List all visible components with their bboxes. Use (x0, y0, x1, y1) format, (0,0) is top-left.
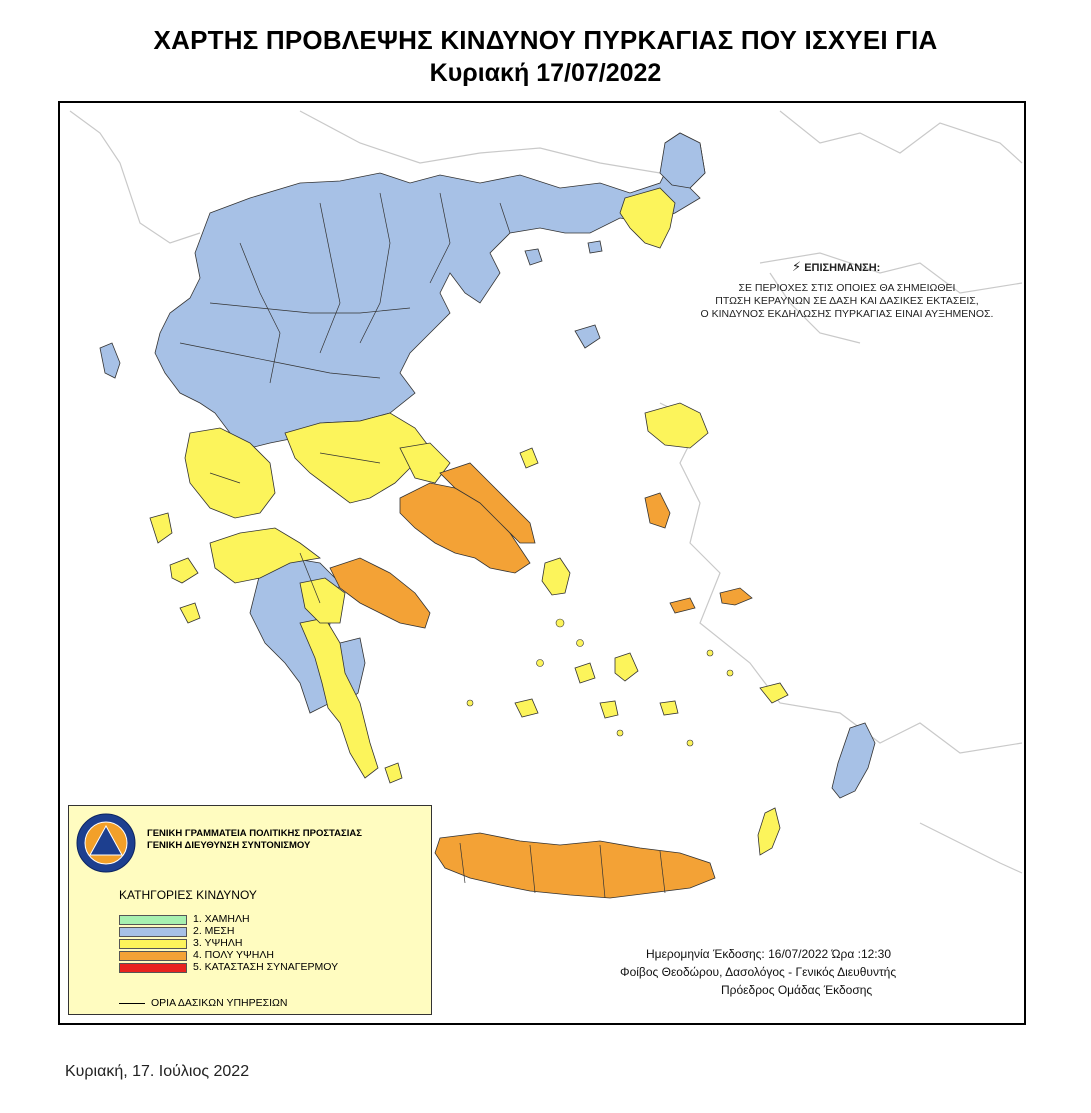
legend-label-alert: 5. ΚΑΤΑΣΤΑΣΗ ΣΥΝΑΓΕΡΜΟΥ (193, 961, 339, 973)
island-amorgos (660, 701, 678, 715)
island-thasos (525, 249, 542, 265)
legend-item-alert (119, 962, 338, 973)
notice-heading: ΕΠΙΣΗΜΑΝΣΗ: (804, 262, 881, 274)
island-lesvos (645, 403, 708, 448)
map-title: ΧΑΡΤΗΣ ΠΡΟΒΛΕΨΗΣ ΚΙΝΔΥΝΟΥ ΠΥΡΚΑΓΙΑΣ ΠΟΥ ΙΣΧΥΕΙ ΓΙΑ (153, 25, 938, 55)
notice-line-2: ΠΤΩΣΗ ΚΕΡΑΥΝΩΝ ΣΕ ΔΑΣΗ ΚΑΙ ΔΑΣΙΚΕΣ ΕΚΤΑΣΕΙΣ, (715, 295, 979, 307)
legend-label-medium: 2. ΜΕΣΗ (193, 925, 235, 937)
legend-label-high: 3. ΥΨΗΛΗ (193, 937, 243, 949)
legend-item-high (119, 938, 242, 949)
legend-label-very-high: 4. ΠΟΛΥ ΥΨΗΛΗ (193, 949, 274, 961)
civil-protection-seal-icon (75, 812, 137, 874)
legend-label-low: 1. ΧΑΜΗΛΗ (193, 913, 250, 925)
org-name-line-2: ΓΕΝΙΚΗ ΔΙΕΥΘΥΝΣΗ ΣΥΝΤΟΝΙΣΜΟΥ (147, 840, 311, 851)
island-rhodes (832, 723, 875, 798)
map-legend (68, 805, 432, 1015)
legend-swatch-alert (119, 963, 187, 973)
island-lefkada (150, 513, 172, 543)
risk-categories-title: ΚΑΤΗΓΟΡΙΕΣ ΚΙΝΔΥΝΟΥ (119, 888, 257, 902)
island-samos (720, 588, 752, 605)
region-evros-south (620, 188, 675, 248)
org-name-line-1: ΓΕΝΙΚΗ ΓΡΑΜΜΑΤΕΙΑ ΠΟΛΙΤΙΚΗΣ ΠΡΟΣΤΑΣΙΑΣ (147, 828, 362, 839)
lightning-notice (672, 260, 1022, 321)
island-santorini (600, 701, 618, 718)
region-evrou (660, 133, 705, 188)
island-karpathos (758, 808, 780, 855)
region-pelion (400, 443, 450, 483)
issuer-name: Φοίβος Θεοδώρου, Δασολόγος - Γενικός Διευθυντής (620, 965, 897, 979)
legend-item-low (119, 914, 250, 925)
legend-item-very-high (119, 950, 274, 961)
legend-swatch-high (119, 939, 187, 949)
legend-boundary-label: ΟΡΙΑ ΔΑΣΙΚΩΝ ΥΠΗΡΕΣΙΩΝ (151, 997, 288, 1009)
legend-item-medium (119, 926, 235, 937)
issue-date-time: Ημερομηνία Έκδοσης: 16/07/2022 Ώρα :12:30 (646, 947, 891, 961)
island-kos-area (760, 683, 788, 703)
island-naxos (615, 653, 638, 681)
island-skyros-area (575, 325, 600, 348)
island-kefalonia (170, 558, 198, 583)
island-crete (435, 833, 715, 898)
issue-info (600, 945, 1020, 999)
island-ikaria (670, 598, 695, 613)
notice-line-3: Ο ΚΙΝΔΥΝΟΣ ΕΚΔΗΛΩΣΗΣ ΠΥΡΚΑΓΙΑΣ ΕΙΝΑΙ ΑΥΞΗΜΕΝΟΣ. (700, 308, 994, 320)
notice-heading-row (762, 260, 1022, 275)
island-corfu (100, 343, 120, 378)
region-north-greece (155, 133, 705, 448)
island-zakynthos (180, 603, 200, 623)
small-islands (467, 619, 733, 746)
island-milos (515, 699, 538, 717)
island-chios (645, 493, 670, 528)
island-paros (575, 663, 595, 683)
legend-swatch-low (119, 915, 187, 925)
island-kythira (385, 763, 402, 783)
island-skiathos (520, 448, 538, 468)
notice-line-1: ΣΕ ΠΕΡΙΟΧΕΣ ΣΤΙΣ ΟΠΟΙΕΣ ΘΑ ΣΗΜΕΙΩΘΕΙ (738, 282, 956, 294)
map-date-subtitle: Κυριακή 17/07/2022 (429, 59, 662, 87)
lightning-icon: ⚡ (792, 259, 802, 274)
legend-boundary-item (119, 998, 287, 1009)
footer-date: Κυριακή, 17. Ιούλιος 2022 (65, 1063, 250, 1080)
island-samothrace (588, 241, 602, 253)
map-frame (58, 101, 1026, 1025)
island-andros (542, 558, 570, 595)
issuer-role: Πρόεδρος Ομάδας Έκδοσης (721, 983, 873, 997)
legend-swatch-very-high (119, 951, 187, 961)
legend-swatch-medium (119, 927, 187, 937)
boundary-line-symbol (119, 1003, 145, 1004)
